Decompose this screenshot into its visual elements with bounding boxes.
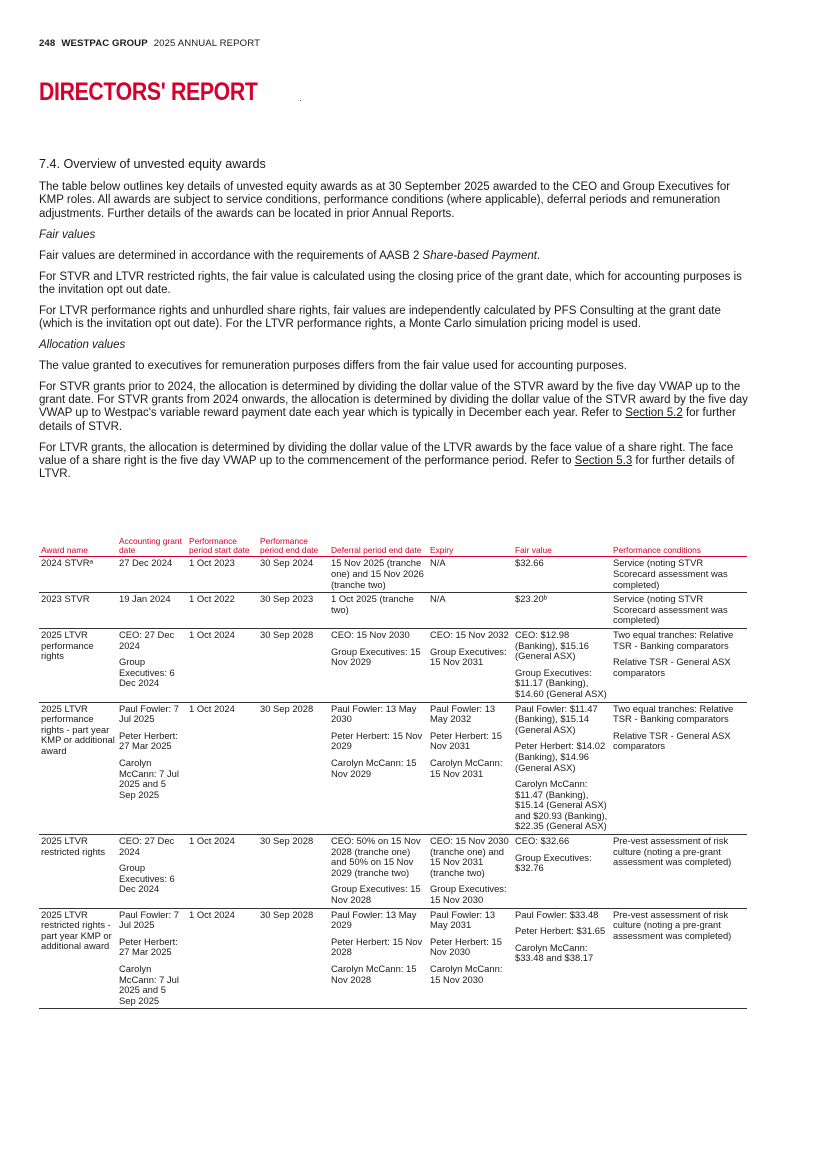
cell-text: CEO: 15 Nov 2032 [430, 628, 509, 640]
table-cell [428, 835, 513, 909]
cell-text: Group Executives: 15 Nov 2028 [331, 883, 421, 906]
page-number: 248 [39, 38, 56, 49]
cell-text: $23.20ᵇ [515, 593, 548, 605]
cell-text: N/A [430, 593, 446, 605]
cell-text: CEO: $12.98 (Banking), $15.16 (General ASX) [515, 628, 590, 662]
column-header: Performance period start date [187, 537, 258, 557]
table-cell [329, 628, 428, 702]
allocation-paragraph-2: For STVR grants prior to 2024, the allocation is determined by dividing the dollar value of the STVR award by the five day VWAP up to the grant date. For STVR grants from 2024 onwards, the allocation is determined by dividing the dollar value of the STVR award by the five day VWAP up to Westpac's variable reward payment date each year which is typically in December each year. Refer to Section 5.2 for further details of STVR. [39, 381, 748, 433]
cell-text: 1 Oct 2025 (tranche two) [331, 593, 414, 615]
column-header: Deferral period end date [329, 537, 428, 557]
cell-text: Pre-vest assessment of risk culture (noting a pre-grant assessment was completed) [613, 835, 732, 868]
cell-text: 1 Oct 2024 [189, 628, 235, 640]
table-header-row [39, 537, 747, 557]
section-5-2-link[interactable]: Section 5.2 [625, 407, 683, 420]
table-cell [329, 908, 428, 1009]
cell-text: 2025 LTVR performance rights - part year KMP or additional award [41, 702, 115, 756]
table-row [39, 835, 747, 909]
cell-text: Group Executives: 15 Nov 2030 [430, 883, 507, 906]
column-header: Fair value [513, 537, 611, 557]
table-cell [39, 557, 117, 593]
cell-text: Carolyn McCann: 15 Nov 2030 [430, 963, 503, 985]
report-name: 2025 ANNUAL REPORT [153, 38, 261, 49]
cell-text: CEO: 15 Nov 2030 (tranche one) and 15 Nov 2031 (tranche two) [430, 835, 509, 878]
cell-text: Peter Herbert: $14.02 (Banking), $14.96 (General ASX) [515, 740, 606, 773]
cell-text: 2023 STVR [41, 593, 90, 605]
cell-text: Two equal tranches: Relative TSR - Banking comparators [613, 628, 734, 651]
cell-text: 1 Oct 2024 [189, 835, 235, 847]
section-heading: 7.4. Overview of unvested equity awards [39, 157, 266, 171]
table-cell [513, 628, 611, 702]
table-cell [513, 702, 611, 835]
allocation-paragraph-1: The value granted to executives for remuneration purposes differs from the fair value used for accounting purposes. [39, 360, 627, 373]
table-cell [258, 628, 329, 702]
table-cell [117, 557, 187, 593]
cell-text: Peter Herbert: 15 Nov 2029 [331, 729, 423, 752]
table-cell [513, 557, 611, 593]
intro-paragraph: The table below outlines key details of unvested equity awards as at 30 September 2025 awarded to the CEO and Group Executives for KMP roles. All awards are subject to service conditions, performance conditions (where applicable), deferral periods and remuneration adjustments. Further details of the awards can be located in prior Annual Reports. [39, 181, 731, 220]
column-header: Award name [39, 537, 117, 557]
table-cell [39, 702, 117, 835]
fair-values-heading: Fair values [39, 228, 96, 241]
cell-text: 1 Oct 2023 [189, 557, 235, 569]
cell-text: CEO: 50% on 15 Nov 2028 (tranche one) and 50% on 15 Nov 2029 (tranche two) [331, 835, 421, 878]
cell-text: Group Executives: $11.17 (Banking), $14.60 (General ASX) [515, 666, 607, 699]
table-cell [258, 908, 329, 1009]
cell-text: Relative TSR - General ASX comparators [613, 656, 731, 678]
cell-text: 27 Dec 2024 [119, 557, 173, 569]
table-cell [611, 702, 747, 835]
table-row [39, 628, 747, 702]
table-cell [258, 557, 329, 593]
section-5-3-link[interactable]: Section 5.3 [574, 454, 633, 467]
table-cell [187, 835, 258, 909]
table-row [39, 557, 747, 593]
cell-text: Paul Fowler: 13 May 2031 [430, 908, 496, 931]
cell-text: Carolyn McCann: 15 Nov 2029 [331, 756, 417, 779]
cell-text: Group Executives: 6 Dec 2024 [119, 862, 175, 895]
cell-text: 1 Oct 2022 [189, 593, 235, 605]
table-cell [117, 835, 187, 909]
table-row [39, 702, 747, 835]
table-cell [428, 557, 513, 593]
table-body [39, 557, 747, 1009]
cell-text: CEO: $32.66 [515, 835, 570, 847]
page-header [39, 38, 260, 49]
cell-text: Peter Herbert: 15 Nov 2028 [331, 935, 423, 958]
table-cell [513, 835, 611, 909]
table-cell [513, 908, 611, 1009]
table-cell [428, 908, 513, 1009]
table-cell [611, 557, 747, 593]
cell-text: 2025 LTVR restricted rights - part year KMP or additional award [41, 908, 112, 952]
cell-text: Pre-vest assessment of risk culture (noting a pre-grant assessment was completed) [613, 908, 732, 941]
table-row [39, 593, 747, 629]
cell-text: Paul Fowler: 13 May 2032 [430, 702, 496, 725]
cell-text: 30 Sep 2028 [260, 835, 314, 847]
cell-text: Paul Fowler: $33.48 [515, 908, 599, 920]
table-cell [428, 628, 513, 702]
cell-text: Carolyn McCann: $33.48 and $38.17 [515, 941, 594, 964]
cell-text: Paul Fowler: 7 Jul 2025 [119, 702, 179, 725]
fair-values-paragraph-2: For STVR and LTVR restricted rights, the fair value is calculated using the closing price of the grant date, which for accounting purposes is the invitation opt out date. [39, 270, 742, 296]
company-name: WESTPAC GROUP [61, 38, 148, 49]
cell-text: 15 Nov 2025 (tranche one) and 15 Nov 2026 (tranche two) [331, 557, 424, 590]
allocation-values-heading: Allocation values [39, 339, 126, 352]
cell-text: Group Executives: $32.76 [515, 851, 592, 874]
cell-text: Carolyn McCann: 7 Jul 2025 and 5 Sep 2025 [119, 963, 179, 1006]
table-cell [117, 702, 187, 835]
cell-text: 30 Sep 2024 [260, 557, 314, 569]
cell-text: Carolyn McCann: 7 Jul 2025 and 5 Sep 2025 [119, 756, 179, 800]
table-cell [428, 702, 513, 835]
cell-text: Peter Herbert: 15 Nov 2030 [430, 935, 502, 958]
table-cell [329, 702, 428, 835]
table-cell [513, 593, 611, 629]
column-header: Performance conditions [611, 537, 747, 557]
table-cell [39, 593, 117, 629]
cell-text: $32.66 [515, 557, 544, 569]
fair-values-paragraph-1: Fair values are determined in accordance with the requirements of AASB 2 Share-based Payment. [39, 249, 541, 262]
cell-text: Paul Fowler: $11.47 (Banking), $15.14 (General ASX) [515, 702, 598, 735]
table-cell [39, 628, 117, 702]
table-cell [329, 593, 428, 629]
cell-text: Peter Herbert: 27 Mar 2025 [119, 935, 178, 958]
table-cell [39, 908, 117, 1009]
allocation-paragraph-3: For LTVR grants, the allocation is determined by dividing the dollar value of the LTVR awards by the face value of a share right. The face value of a share right is the five day VWAP up to the commencement of the performance period. Refer to Section 5.3 for further details of LTVR. [39, 441, 735, 481]
cell-text: CEO: 27 Dec 2024 [119, 835, 175, 857]
cell-text: 2025 LTVR restricted rights [41, 835, 106, 857]
table-cell [428, 593, 513, 629]
cell-text: CEO: 27 Dec 2024 [119, 628, 175, 651]
cell-text: 1 Oct 2024 [189, 908, 235, 920]
cell-text: Paul Fowler: 7 Jul 2025 [119, 908, 179, 931]
table-cell [611, 908, 747, 1009]
cell-text: Paul Fowler: 13 May 2029 [331, 908, 417, 931]
cell-text: Group Executives: 6 Dec 2024 [119, 656, 175, 689]
table-cell [39, 835, 117, 909]
cell-text: 30 Sep 2028 [260, 628, 314, 640]
column-header: Performance period end date [258, 537, 329, 557]
cell-text: 30 Sep 2028 [260, 908, 314, 920]
cell-text: Peter Herbert: 27 Mar 2025 [119, 729, 178, 752]
table-cell [117, 628, 187, 702]
table-cell [329, 835, 428, 909]
cell-text: Relative TSR - General ASX comparators [613, 729, 731, 752]
cell-text: Service (noting STVR Scorecard assessment was completed) [613, 593, 728, 626]
table-cell [187, 702, 258, 835]
cell-text: Group Executives: 15 Nov 2031 [430, 645, 507, 668]
section-body [39, 158, 749, 489]
cell-text: Group Executives: 15 Nov 2029 [331, 645, 421, 668]
table-cell [187, 557, 258, 593]
table-cell [117, 593, 187, 629]
cell-text: 30 Sep 2023 [260, 593, 314, 605]
column-header: Expiry [428, 537, 513, 557]
table-cell [117, 908, 187, 1009]
cell-text: Two equal tranches: Relative TSR - Banking comparators [613, 702, 734, 725]
cell-text: 2024 STVRᵃ [41, 557, 93, 569]
cell-text: 1 Oct 2024 [189, 702, 235, 714]
table-row [39, 908, 747, 1009]
table-cell [258, 835, 329, 909]
unvested-awards-table [39, 537, 747, 1009]
cell-text: 30 Sep 2028 [260, 702, 314, 714]
table-cell [258, 702, 329, 835]
cell-text: Service (noting STVR Scorecard assessment was completed) [613, 557, 728, 590]
cell-text: Carolyn McCann: $11.47 (Banking), $15.14 (General ASX) and $20.93 (Banking), $22.35 (General ASX) [515, 778, 608, 832]
cell-text: 19 Jan 2024 [119, 593, 171, 605]
section-title: DIRECTORS' REPORT [39, 78, 258, 106]
column-header: Accounting grant date [117, 537, 187, 557]
stray-dot [300, 100, 301, 101]
cell-text: Paul Fowler: 13 May 2030 [331, 702, 417, 725]
cell-text: Peter Herbert: 15 Nov 2031 [430, 729, 502, 752]
table-cell [258, 593, 329, 629]
table-cell [187, 628, 258, 702]
cell-text: Carolyn McCann: 15 Nov 2031 [430, 756, 503, 779]
cell-text: 2025 LTVR performance rights [41, 628, 94, 662]
cell-text: N/A [430, 557, 446, 569]
table-cell [611, 835, 747, 909]
fair-values-paragraph-3: For LTVR performance rights and unhurdled share rights, fair values are independently calculated by PFS Consulting at the grant date (which is the invitation opt out date). For the LTVR performance rights, a Monte Carlo simulation pricing model is used. [39, 304, 721, 331]
cell-text: Peter Herbert: $31.65 [515, 925, 606, 937]
table-cell [329, 557, 428, 593]
table-cell [611, 628, 747, 702]
table-cell [187, 593, 258, 629]
table-cell [187, 908, 258, 1009]
table-cell [611, 593, 747, 629]
cell-text: Carolyn McCann: 15 Nov 2028 [331, 963, 417, 985]
cell-text: CEO: 15 Nov 2030 [331, 628, 410, 640]
